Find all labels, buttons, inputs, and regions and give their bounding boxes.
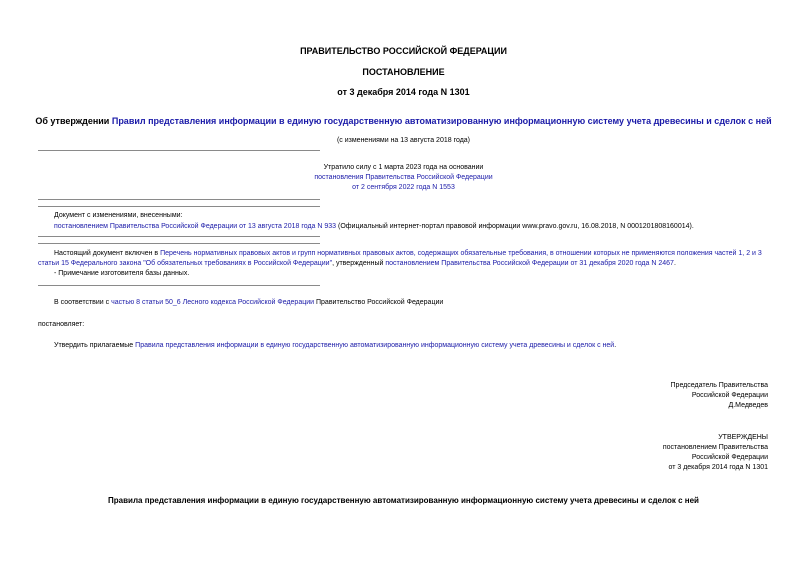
accordance-paragraph [54, 298, 774, 308]
inclusion-text-3: . [673, 260, 676, 267]
accordance-text-1: В соответствии с [54, 299, 112, 306]
approved-date: от 3 декабря 2014 года N 1301 [668, 464, 768, 471]
signature-name: Д.Медведев [728, 402, 768, 409]
divider [38, 206, 320, 207]
divider [38, 285, 320, 286]
database-note: - Примечание изготовителя базы данных. [54, 270, 190, 277]
government-heading: ПРАВИТЕЛЬСТВО РОССИЙСКОЙ ФЕДЕРАЦИИ [300, 46, 507, 56]
document-title [20, 115, 787, 127]
title-prefix: Об утверждении [35, 116, 112, 126]
inclusion-text-2: , утвержденный [332, 260, 386, 267]
approve-text-2: . [614, 342, 617, 349]
signature-block [468, 381, 768, 411]
approved-country: Российской Федерации [691, 454, 768, 461]
signature-position: Председатель Правительства [670, 382, 768, 389]
amendments-line [54, 222, 774, 232]
expired-notice [0, 163, 807, 193]
amendments-label: Документ с изменениями, внесенными: [54, 212, 183, 219]
title-link[interactable]: Правил представления информации в единую государственную автоматизированную информационную систему учета древесины и сделок с ней [111, 116, 772, 126]
signature-country: Российской Федерации [691, 392, 768, 399]
approved-block [468, 433, 768, 473]
divider [38, 150, 320, 151]
approve-link[interactable]: Правила представления информации в единую государственную автоматизированную информационную систему учета древесины и сделок с ней [135, 342, 615, 349]
expired-link-date[interactable]: от 2 сентября 2022 года N 1553 [352, 184, 455, 191]
inclusion-text-1: Настоящий документ включен в [54, 250, 161, 257]
amendments-link[interactable]: постановлением Правительства Российской Федерации от 13 августа 2018 года N 933 [54, 223, 337, 230]
divider [38, 243, 320, 244]
document-type: ПОСТАНОВЛЕНИЕ [362, 67, 445, 77]
approved-by: постановлением Правительства [662, 444, 768, 451]
approve-paragraph [54, 341, 774, 351]
divider [38, 236, 320, 237]
changes-note: (с изменениями на 13 августа 2018 года) [336, 137, 471, 144]
approved-heading: УТВЕРЖДЕНЫ [718, 434, 768, 441]
inclusion-paragraph [38, 249, 771, 269]
decrees-word: постановляет: [38, 321, 85, 328]
rules-title: Правила представления информации в единую государственную автоматизированную информационную систему учета древесины и сделок с ней [108, 496, 699, 505]
divider [38, 199, 320, 200]
expired-link-decree[interactable]: постановления Правительства Российской Федерации [314, 174, 493, 181]
document-date: от 3 декабря 2014 года N 1301 [337, 87, 470, 97]
inclusion-link-list[interactable]: Перечень нормативных правовых актов и групп нормативных правовых актов, содержащих обязательные требования, в отношении которых не применяются положения частей 1, 2 и 3 статьи 15 Федерального закона "Об обязательных требованиях в Российской Федерации" [38, 250, 762, 267]
approve-text-1: Утвердить прилагаемые [54, 342, 136, 349]
amendments-source: (Официальный интернет-портал правовой информации www.pravo.gov.ru, 16.08.2018, N 0001201808160014). [336, 223, 694, 230]
accordance-text-2: Правительство Российской Федерации [314, 299, 444, 306]
expired-text: Утратило силу с 1 марта 2023 года на основании [323, 164, 484, 171]
inclusion-link-decree[interactable]: постановлением Правительства Российской Федерации от 31 декабря 2020 года N 2467 [385, 260, 674, 267]
accordance-link[interactable]: частью 8 статьи 50_6 Лесного кодекса Российской Федерации [111, 299, 315, 306]
